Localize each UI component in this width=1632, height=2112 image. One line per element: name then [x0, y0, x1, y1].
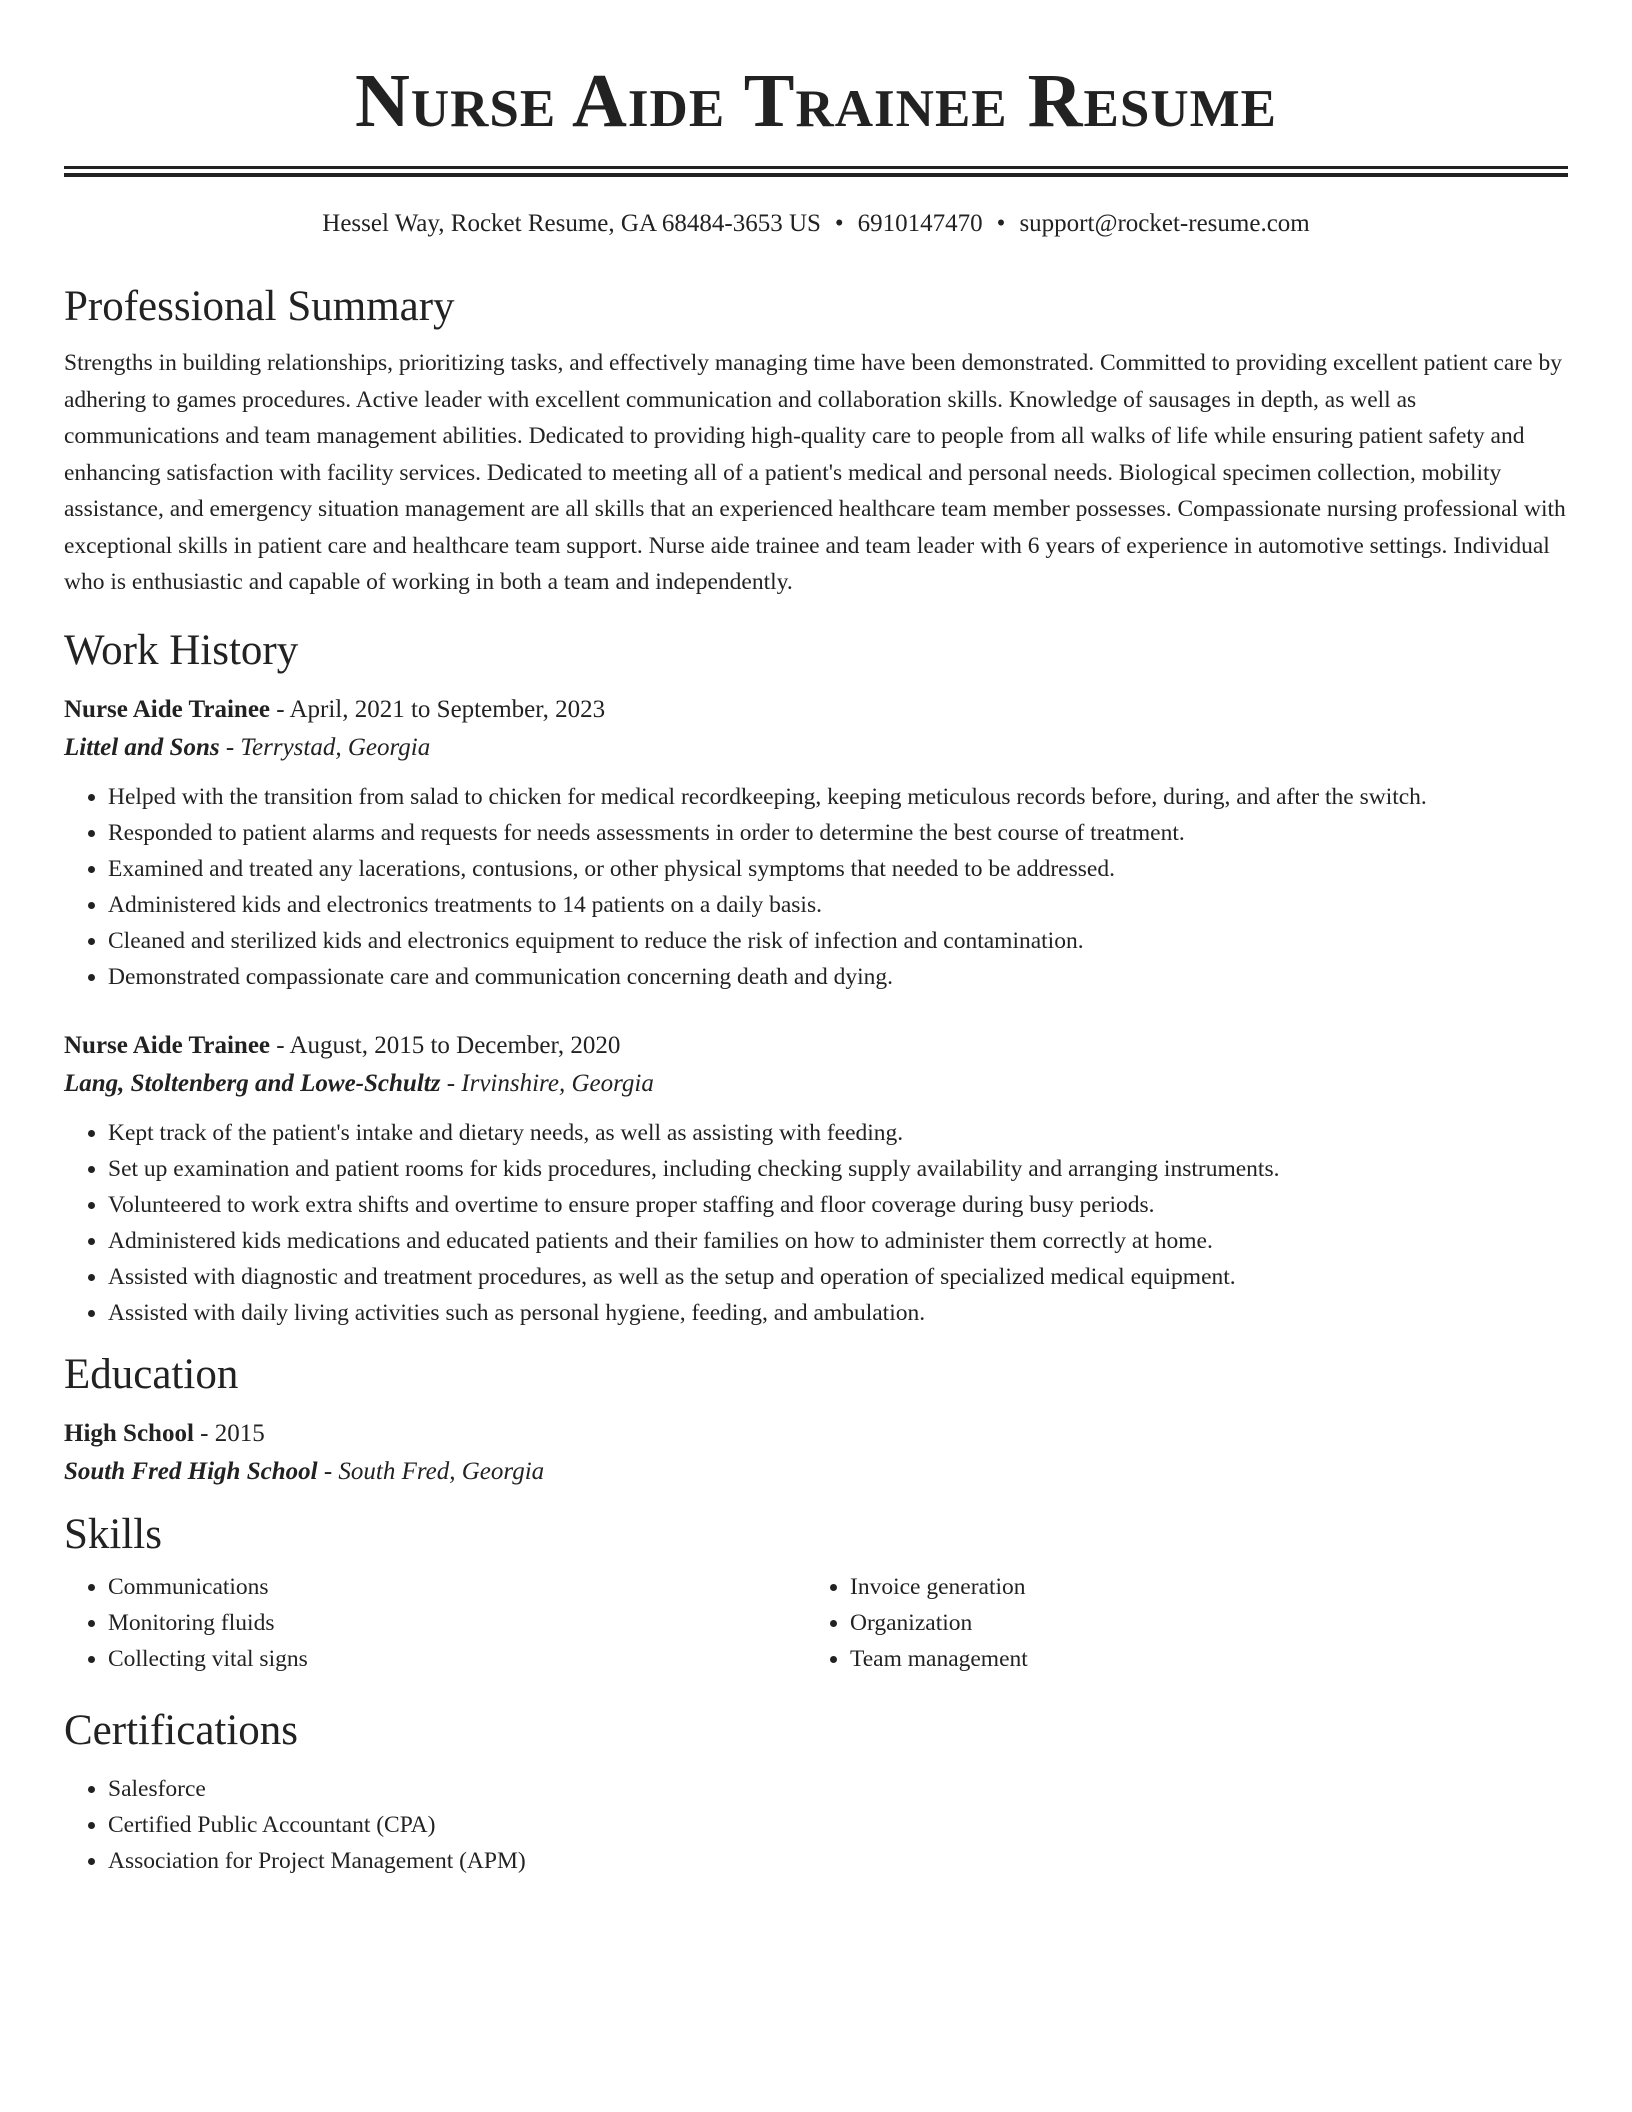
list-item: • Administered kids medications and educated patients and their families on how to administer them correctly at home. — [108, 1223, 1568, 1259]
job-duties-list — [64, 1115, 1568, 1331]
contact-line — [64, 207, 1568, 241]
education-location: - South Fred, Georgia — [317, 1457, 545, 1485]
list-item: • Set up examination and patient rooms for kids procedures, including checking supply availability and arranging instruments. — [108, 1151, 1568, 1187]
job-employer — [64, 1065, 1568, 1103]
list-item: • Team management — [850, 1641, 1548, 1677]
job-entry — [64, 691, 1568, 995]
contact-separator: • — [996, 210, 1006, 237]
education-degree: High School — [64, 1419, 194, 1447]
job-title: Nurse Aide Trainee — [64, 1031, 271, 1059]
job-header — [64, 1027, 1568, 1065]
skills-list-right — [806, 1569, 1548, 1677]
list-item: • Volunteered to work extra shifts and overtime to ensure proper staffing and floor coverage during busy periods. — [108, 1187, 1568, 1223]
list-item: • Communications — [108, 1569, 806, 1605]
list-item: • Administered kids and electronics treatments to 14 patients on a daily basis. — [108, 887, 1568, 923]
list-item: • Cleaned and sterilized kids and electronics equipment to reduce the risk of infection and contamination. — [108, 923, 1568, 959]
education-entry — [64, 1415, 1568, 1491]
education-school-line — [64, 1453, 1568, 1491]
list-item: • Kept track of the patient's intake and dietary needs, as well as assisting with feeding. — [108, 1115, 1568, 1151]
list-item: • Responded to patient alarms and requests for needs assessments in order to determine the best course of treatment. — [108, 815, 1568, 851]
education-header — [64, 1415, 1568, 1453]
list-item: • Assisted with daily living activities such as personal hygiene, feeding, and ambulation. — [108, 1295, 1568, 1331]
list-item: • Demonstrated compassionate care and communication concerning death and dying. — [108, 959, 1568, 995]
title-divider — [64, 166, 1568, 177]
job-dates: - August, 2015 to December, 2020 — [270, 1031, 621, 1059]
job-header — [64, 691, 1568, 729]
list-item: • Association for Project Management (APM) — [108, 1843, 1568, 1879]
contact-email: support@rocket-resume.com — [1019, 210, 1310, 237]
section-title-certifications: Certifications — [64, 1706, 299, 1754]
resume-title: Nurse Aide Trainee Resume — [354, 59, 1278, 143]
contact-address: Hessel Way, Rocket Resume, GA 68484-3653 US — [322, 210, 821, 237]
education-school: South Fred High School — [64, 1457, 318, 1485]
list-item: • Examined and treated any lacerations, contusions, or other physical symptoms that needed to be addressed. — [108, 851, 1568, 887]
list-item: • Organization — [850, 1605, 1548, 1641]
list-item: • Assisted with diagnostic and treatment procedures, as well as the setup and operation of specialized medical equipment. — [108, 1259, 1568, 1295]
job-location: - Terrystad, Georgia — [219, 733, 431, 761]
summary-text: Strengths in building relationships, prioritizing tasks, and effectively managing time have been demonstrated. Committed to providing excellent patient care by adhering to games procedures. Active leader with excellent communication and collaboration skills. Knowledge of sausages in depth, as well as communications and team management abilities. Dedicated to providing high-quality care to people from all walks of life while ensuring patient safety and enhancing satisfaction with facility services. Dedicated to meeting all of a patient's medical and personal needs. Biological specimen collection, mobility assistance, and emergency situation management are all skills that an experienced healthcare team member possesses. Compassionate nursing professional with exceptional skills in patient care and healthcare team support. Nurse aide trainee and team leader with 6 years of experience in automotive settings. Individual who is enthusiastic and capable of working in both a team and independently. — [64, 350, 1566, 595]
list-item: • Collecting vital signs — [108, 1641, 806, 1677]
section-title-skills: Skills — [64, 1510, 162, 1558]
job-company: Lang, Stoltenberg and Lowe-Schultz — [64, 1069, 441, 1097]
section-title-education: Education — [64, 1350, 239, 1398]
job-duties-list — [64, 779, 1568, 995]
list-item: • Monitoring fluids — [108, 1605, 806, 1641]
job-dates: - April, 2021 to September, 2023 — [270, 695, 606, 723]
skills-grid — [64, 1569, 1568, 1677]
job-entry — [64, 1027, 1568, 1331]
list-item: • Certified Public Accountant (CPA) — [108, 1807, 1568, 1843]
section-title-work-history: Work History — [64, 626, 299, 674]
list-item: • Helped with the transition from salad to chicken for medical recordkeeping, keeping meticulous records before, during, and after the switch. — [108, 779, 1568, 815]
certifications-list — [64, 1771, 1568, 1879]
list-item: • Invoice generation — [850, 1569, 1548, 1605]
job-title: Nurse Aide Trainee — [64, 695, 271, 723]
contact-phone: 6910147470 — [857, 210, 983, 237]
section-title-summary: Professional Summary — [64, 283, 455, 330]
list-item: • Salesforce — [108, 1771, 1568, 1807]
job-employer — [64, 729, 1568, 767]
skills-list-left — [64, 1569, 806, 1677]
contact-separator: • — [834, 210, 844, 237]
job-company: Littel and Sons — [64, 733, 220, 761]
education-year: - 2015 — [193, 1419, 265, 1447]
job-location: - Irvinshire, Georgia — [440, 1069, 654, 1097]
